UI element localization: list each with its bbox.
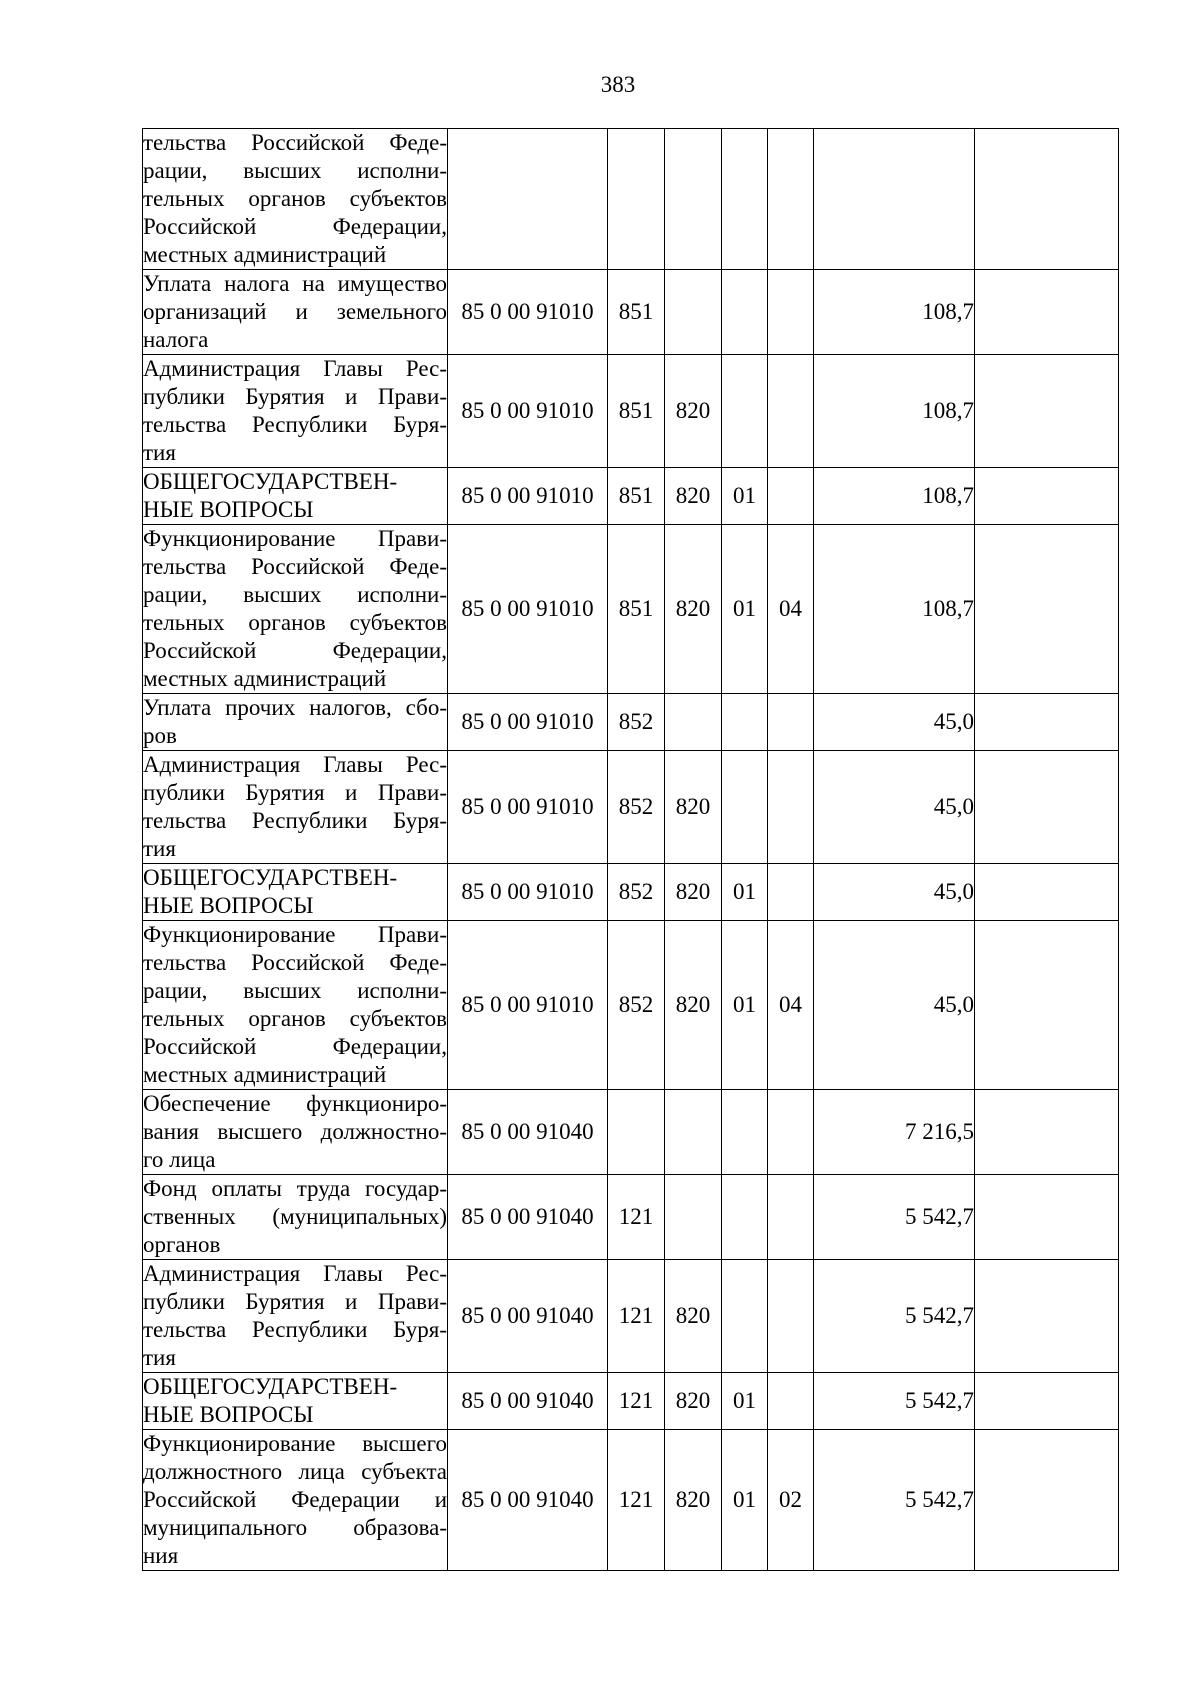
section-cell: 01 [722,921,768,1090]
amount-cell: 108,7 [814,468,975,525]
extra-empty-cell [975,355,1119,468]
target-code-cell: 85 0 00 91010 [448,355,608,468]
row-name-line: ОБЩЕГОСУДАРСТВЕН- [143,865,398,890]
row-name-cell [143,129,448,270]
extra-empty-cell [975,751,1119,864]
target-code-cell: 85 0 00 91010 [448,468,608,525]
row-name-line: Уплата прочих налогов, сбо- [143,695,447,720]
target-code-cell: 85 0 00 91040 [448,1430,608,1571]
extra-empty-cell [975,921,1119,1090]
page-number: 383 [600,72,636,97]
amount-cell: 5 542,7 [814,1175,975,1260]
row-name-line: Функционирование высшего [143,1431,447,1456]
section-cell: 01 [722,864,768,921]
expense-type-cell [608,129,665,270]
subsection-cell [768,751,814,864]
row-name-line: Администрация Главы Рес- [143,1261,447,1286]
subsection-cell [768,864,814,921]
administrator-cell: 820 [665,355,722,468]
row-name-line: рации, высших исполни- [143,582,447,607]
expense-type-cell: 851 [608,270,665,355]
expense-type-cell: 121 [608,1373,665,1430]
table-row [143,1260,1119,1373]
target-code-cell: 85 0 00 91010 [448,921,608,1090]
row-name-line: тельных органов субъектов [143,186,447,211]
row-name-line: тия [143,440,176,465]
section-cell [722,694,768,751]
row-name-cell [143,694,448,751]
administrator-cell: 820 [665,864,722,921]
row-name-line: Администрация Главы Рес- [143,356,447,381]
row-name-line: местных администраций [143,1062,387,1087]
table-row [143,129,1119,270]
extra-empty-cell [975,694,1119,751]
row-name-line: тельства Республики Буря- [143,412,447,437]
row-name-cell [143,1175,448,1260]
row-name-line: ОБЩЕГОСУДАРСТВЕН- [143,1374,398,1399]
row-name-line: Функционирование Прави- [143,922,447,947]
row-name-cell [143,921,448,1090]
amount-cell: 5 542,7 [814,1430,975,1571]
amount-cell: 45,0 [814,751,975,864]
expense-type-cell: 121 [608,1175,665,1260]
extra-empty-cell [975,1373,1119,1430]
amount-cell: 45,0 [814,864,975,921]
target-code-cell [448,129,608,270]
table-row [143,468,1119,525]
subsection-cell [768,468,814,525]
row-name-line: тия [143,836,176,861]
table-row [143,1373,1119,1430]
target-code-cell: 85 0 00 91010 [448,694,608,751]
extra-empty-cell [975,525,1119,694]
row-name-line: публики Бурятия и Прави- [143,384,447,409]
row-name-cell [143,1090,448,1175]
table-row [143,1175,1119,1260]
row-name-line: рации, высших исполни- [143,978,447,1003]
table-row [143,525,1119,694]
subsection-cell: 04 [768,921,814,1090]
administrator-cell [665,694,722,751]
row-name-cell [143,270,448,355]
row-name-line: Функционирование Прави- [143,526,447,551]
row-name-line: должностного лица субъекта [143,1459,447,1484]
row-name-line: местных администраций [143,242,387,267]
table-body [143,129,1119,1571]
row-name-cell [143,355,448,468]
row-name-cell [143,751,448,864]
section-cell [722,270,768,355]
amount-cell: 108,7 [814,270,975,355]
subsection-cell: 02 [768,1430,814,1571]
administrator-cell [665,1175,722,1260]
administrator-cell: 820 [665,1260,722,1373]
row-name-line: Администрация Главы Рес- [143,752,447,777]
administrator-cell: 820 [665,1373,722,1430]
extra-empty-cell [975,1260,1119,1373]
row-name-line: налога [143,327,209,352]
table-row [143,864,1119,921]
subsection-cell [768,1260,814,1373]
section-cell [722,751,768,864]
administrator-cell: 820 [665,1430,722,1571]
section-cell: 01 [722,1373,768,1430]
row-name-line: НЫЕ ВОПРОСЫ [143,497,314,522]
row-name-line: тельства Российской Феде- [143,554,447,579]
table-row [143,355,1119,468]
expense-type-cell: 121 [608,1430,665,1571]
row-name-line: местных администраций [143,666,387,691]
administrator-cell [665,1090,722,1175]
row-name-cell [143,1430,448,1571]
extra-empty-cell [975,1430,1119,1571]
table-row [143,1430,1119,1571]
extra-empty-cell [975,468,1119,525]
target-code-cell: 85 0 00 91040 [448,1260,608,1373]
amount-cell: 5 542,7 [814,1373,975,1430]
row-name-line: публики Бурятия и Прави- [143,780,447,805]
amount-cell: 108,7 [814,355,975,468]
row-name-line: тельства Республики Буря- [143,1317,447,1342]
section-cell: 01 [722,525,768,694]
table-row [143,270,1119,355]
row-name-line: тельных органов субъектов [143,610,447,635]
table-row [143,921,1119,1090]
subsection-cell [768,694,814,751]
row-name-line: ния [143,1543,179,1568]
expense-type-cell: 852 [608,694,665,751]
expense-type-cell: 852 [608,751,665,864]
row-name-line: рации, высших исполни- [143,158,447,183]
row-name-line: тельных органов субъектов [143,1006,447,1031]
row-name-cell [143,864,448,921]
extra-empty-cell [975,129,1119,270]
row-name-line: публики Бурятия и Прави- [143,1289,447,1314]
section-cell: 01 [722,468,768,525]
row-name-line: НЫЕ ВОПРОСЫ [143,1402,314,1427]
amount-cell: 108,7 [814,525,975,694]
row-name-cell [143,1373,448,1430]
expense-type-cell: 851 [608,525,665,694]
expense-type-cell: 121 [608,1260,665,1373]
amount-cell: 7 216,5 [814,1090,975,1175]
row-name-line: Российской Федерации, [143,638,447,663]
administrator-cell [665,270,722,355]
subsection-cell [768,1175,814,1260]
row-name-cell [143,525,448,694]
subsection-cell [768,355,814,468]
extra-empty-cell [975,1090,1119,1175]
section-cell [722,1175,768,1260]
amount-cell [814,129,975,270]
target-code-cell: 85 0 00 91040 [448,1175,608,1260]
expense-type-cell: 851 [608,355,665,468]
row-name-line: ственных (муниципальных) [143,1204,447,1229]
subsection-cell [768,1090,814,1175]
row-name-line: Фонд оплаты труда государ- [143,1176,447,1201]
subsection-cell [768,270,814,355]
target-code-cell: 85 0 00 91010 [448,270,608,355]
row-name-line: органов [143,1232,221,1257]
expense-type-cell: 852 [608,921,665,1090]
administrator-cell [665,129,722,270]
row-name-cell [143,468,448,525]
amount-cell: 45,0 [814,921,975,1090]
target-code-cell: 85 0 00 91010 [448,864,608,921]
row-name-line: ОБЩЕГОСУДАРСТВЕН- [143,469,398,494]
table-row [143,1090,1119,1175]
amount-cell: 5 542,7 [814,1260,975,1373]
row-name-line: Обеспечение функциониро- [143,1091,447,1116]
row-name-line: го лица [143,1147,216,1172]
section-cell [722,1090,768,1175]
row-name-line: тия [143,1345,176,1370]
row-name-line: Российской Федерации, [143,1034,447,1059]
row-name-line: тельства Российской Феде- [143,950,447,975]
administrator-cell: 820 [665,751,722,864]
extra-empty-cell [975,270,1119,355]
expense-type-cell: 851 [608,468,665,525]
row-name-line: Российской Федерации и [143,1487,447,1512]
section-cell [722,129,768,270]
row-name-line: Уплата налога на имущество [143,271,447,296]
expense-type-cell [608,1090,665,1175]
row-name-line: Российской Федерации, [143,214,447,239]
row-name-line: вания высшего должностно- [143,1119,447,1144]
row-name-line: ров [143,723,177,748]
target-code-cell: 85 0 00 91010 [448,525,608,694]
subsection-cell: 04 [768,525,814,694]
subsection-cell [768,129,814,270]
administrator-cell: 820 [665,525,722,694]
administrator-cell: 820 [665,468,722,525]
administrator-cell: 820 [665,921,722,1090]
row-name-line: тельства Республики Буря- [143,808,447,833]
extra-empty-cell [975,1175,1119,1260]
subsection-cell [768,1373,814,1430]
row-name-line: тельства Российской Феде- [143,130,447,155]
target-code-cell: 85 0 00 91010 [448,751,608,864]
expense-type-cell: 852 [608,864,665,921]
section-cell: 01 [722,1430,768,1571]
section-cell [722,355,768,468]
table-row [143,751,1119,864]
target-code-cell: 85 0 00 91040 [448,1373,608,1430]
row-name-line: муниципального образова- [143,1515,447,1540]
row-name-line: НЫЕ ВОПРОСЫ [143,893,314,918]
row-name-cell [143,1260,448,1373]
target-code-cell: 85 0 00 91040 [448,1090,608,1175]
row-name-line: организаций и земельного [143,299,447,324]
table-row [143,694,1119,751]
budget-table [142,128,1119,1571]
section-cell [722,1260,768,1373]
amount-cell: 45,0 [814,694,975,751]
extra-empty-cell [975,864,1119,921]
